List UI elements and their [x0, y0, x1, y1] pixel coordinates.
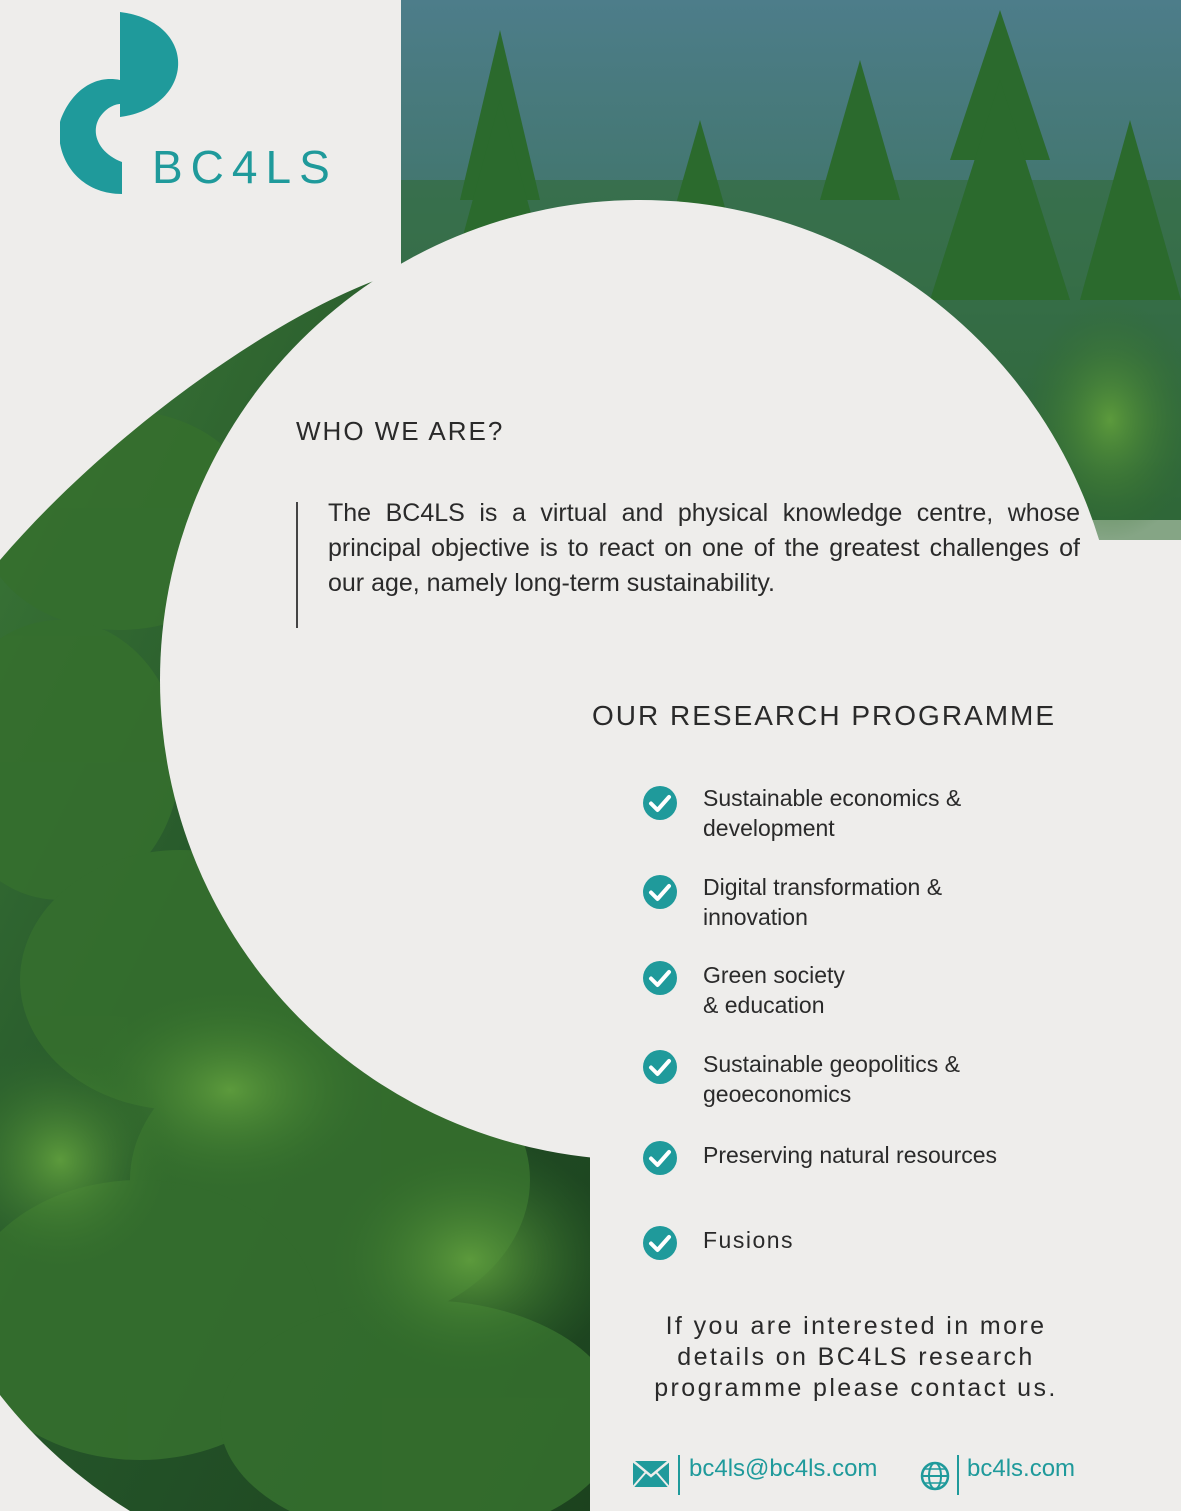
programme-item-label: Green society & education: [703, 962, 845, 1018]
programme-item-label: Sustainable geopolitics & geoeconomics: [703, 1051, 960, 1107]
check-circle-icon: [642, 1225, 678, 1261]
contact-separator: [957, 1455, 959, 1495]
check-circle-icon: [642, 785, 678, 821]
research-programme-heading: OUR RESEARCH PROGRAMME: [592, 700, 1057, 731]
programme-item-label: Fusions: [703, 1227, 795, 1253]
who-we-are-text: The BC4LS is a virtual and physical knowledge centre, whose principal objective is to react on one of the greatest challenges of our age, namely long-term sustainability.: [328, 499, 1080, 597]
email-link[interactable]: bc4ls@bc4ls.com: [689, 1455, 878, 1482]
brand-wordmark: BC4LS: [152, 141, 338, 193]
contact-separator: [678, 1455, 680, 1495]
website-link[interactable]: bc4ls.com: [967, 1455, 1076, 1482]
who-we-are-heading: WHO WE ARE?: [296, 416, 505, 446]
programme-item-label: Preserving natural resources: [703, 1142, 998, 1168]
check-circle-icon: [642, 1140, 678, 1176]
quote-bar: [296, 502, 298, 628]
globe-icon: [920, 1461, 950, 1491]
check-circle-icon: [642, 1049, 678, 1085]
contact-call-to-action: If you are interested in more details on BC4LS research programme please contact us.: [654, 1312, 1058, 1402]
check-circle-icon: [642, 874, 678, 910]
envelope-icon: [632, 1460, 670, 1488]
programme-item-label: Sustainable economics & development: [703, 785, 962, 841]
check-circle-icon: [642, 960, 678, 996]
programme-item-label: Digital transformation & innovation: [703, 874, 943, 930]
